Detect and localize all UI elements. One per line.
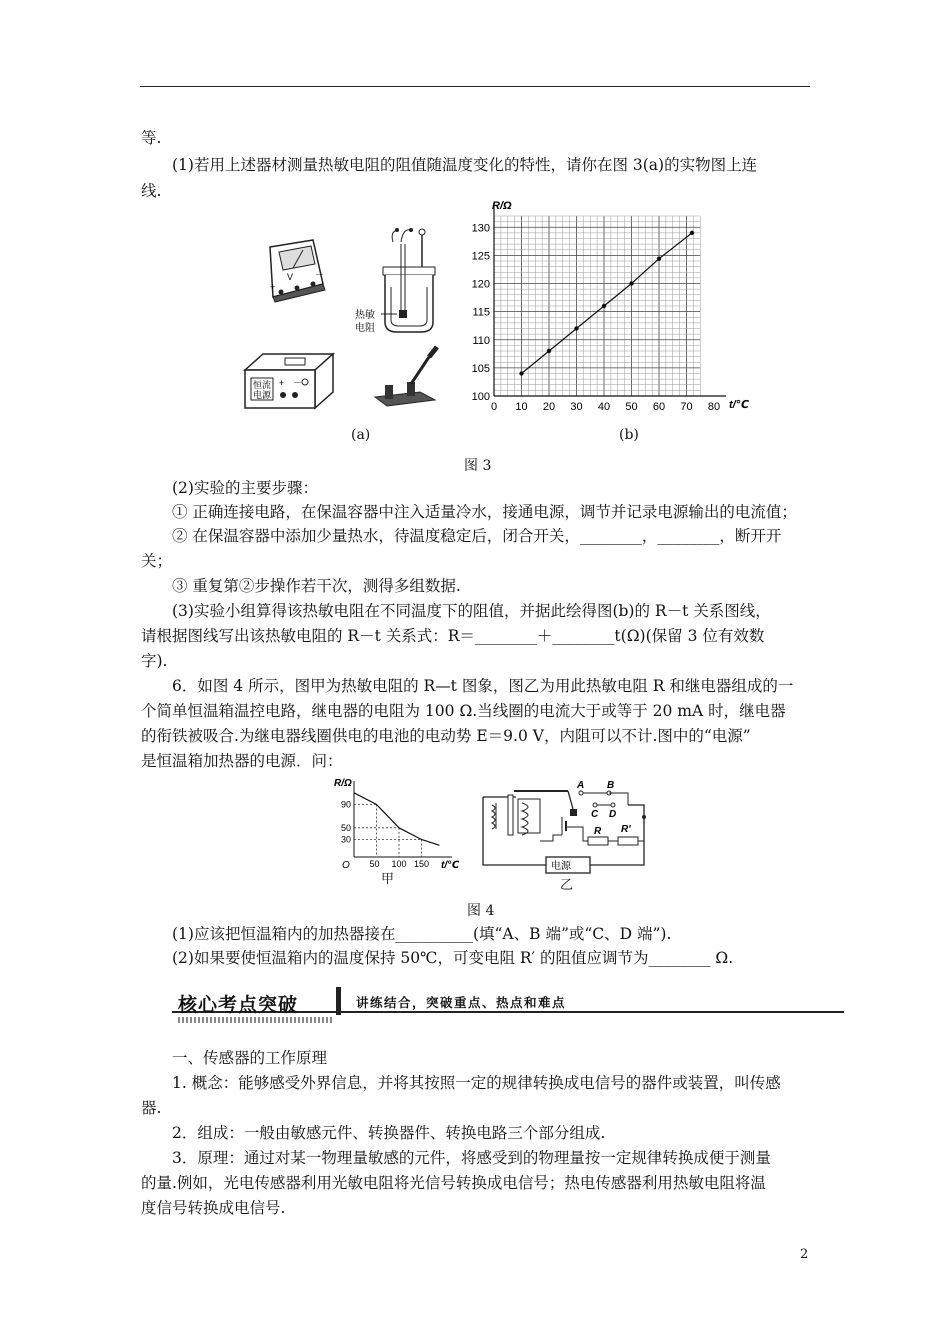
svg-text:A: A <box>577 780 585 791</box>
paragraph: (2)实验的主要步骤： <box>172 479 318 497</box>
paragraph: ② 在保温容器中添加少量热水，待温度稳定后，闭合开关，________，________，断开开 <box>172 527 782 545</box>
beaker-icon <box>355 228 435 334</box>
svg-text:D: D <box>609 809 617 820</box>
paragraph: (1)若用上述器材测量热敏电阻的阻值随温度变化的特性，请你在图 3(a)的实物图上连 <box>172 156 758 174</box>
figure4-jia-chart <box>330 775 465 885</box>
page-number: 2 <box>800 1247 809 1262</box>
x-tick-label: 150 <box>413 859 430 869</box>
svg-text:R′: R′ <box>621 824 631 835</box>
data-point <box>629 281 633 285</box>
paragraph: ③ 重复第②步操作若干次，测得多组数据. <box>172 577 461 595</box>
paragraph: 线. <box>141 182 162 200</box>
section-heading: 一、传感器的工作原理 <box>172 1049 328 1067</box>
svg-text:热敏: 热敏 <box>355 310 375 321</box>
x-tick-label: 80 <box>707 401 721 413</box>
origin-label: O <box>342 860 350 871</box>
x-axis-label: t/℃ <box>441 860 460 871</box>
paragraph: 是恒温箱加热器的电源．问： <box>141 752 343 770</box>
figure3a-apparatus <box>235 222 450 412</box>
paragraph: (2)如果要使恒温箱内的温度保持 50℃，可变电阻 R′ 的阻值应调节为________ Ω. <box>172 949 734 967</box>
data-point <box>690 231 694 235</box>
paragraph: 2．组成：一般由敏感元件、转换器件、转换电路三个部分组成. <box>172 1124 606 1142</box>
figure4-yi-label: 乙 <box>560 878 574 893</box>
figure3a-sublabel: (a) <box>351 427 371 443</box>
data-point <box>574 326 578 330</box>
svg-text:电源: 电源 <box>253 390 272 400</box>
paragraph: 的量.例如，光电传感器利用光敏电阻将光信号转换成电信号；热电传感器利用热敏电阻将温 <box>141 1174 766 1192</box>
y-tick-label: 105 <box>471 362 490 375</box>
figure4-yi-circuit <box>478 775 648 885</box>
section-banner <box>172 987 844 1027</box>
series-curve <box>354 793 440 846</box>
svg-text:恒流: 恒流 <box>253 380 272 390</box>
svg-text:－: － <box>293 378 303 388</box>
figure3b-sublabel: (b) <box>619 427 639 443</box>
banner-title: 核心考点突破 <box>178 994 299 1016</box>
paragraph: 3．原理：通过对某一物理量敏感的元件，将感受到的物理量按一定规律转换成便于测量 <box>172 1149 771 1167</box>
banner-divider <box>336 987 341 1015</box>
x-tick-label: 70 <box>680 401 693 413</box>
paragraph: 请根据图线写出该热敏电阻的 R－t 关系式：R＝________＋________t(Ω)(保留 3 位有效数 <box>141 627 765 645</box>
data-point <box>657 257 661 261</box>
y-tick-label: 120 <box>471 278 490 291</box>
x-tick-label: 10 <box>515 401 528 413</box>
y-axis-label: R/Ω <box>492 200 512 212</box>
x-tick-label: 40 <box>597 401 611 413</box>
svg-text:+: + <box>270 282 276 292</box>
data-point <box>519 371 523 375</box>
banner-shadow <box>178 1017 333 1023</box>
switch-icon <box>375 347 437 406</box>
paragraph: 个简单恒温箱温控电路，继电器的电阻为 100 Ω.当线圈的电流大于或等于 20 mA 时，继电器 <box>141 702 786 720</box>
x-tick-label: 50 <box>369 859 380 869</box>
data-point <box>602 304 606 308</box>
paragraph: 字). <box>141 652 168 670</box>
svg-text:电阻: 电阻 <box>355 323 375 334</box>
x-tick-label: 0 <box>490 401 498 413</box>
svg-text:+: + <box>279 378 285 388</box>
svg-text:R: R <box>594 826 602 837</box>
svg-text:－: － <box>315 270 325 280</box>
paragraph: (3)实验小组算得该热敏电阻在不同温度下的阻值，并据此绘得图(b)的 R－t 关系图线， <box>172 602 771 620</box>
x-axis-label: t/℃ <box>729 399 750 411</box>
paragraph: 1. 概念：能够感受外界信息，并将其按照一定的规律转换成电信号的器件或装置，叫传感 <box>172 1074 781 1092</box>
x-tick-label: 100 <box>391 859 407 869</box>
y-axis-label: R/Ω <box>334 778 352 789</box>
y-tick-label: 90 <box>340 799 351 810</box>
power-supply-icon <box>245 354 333 408</box>
figure4-caption: 图 4 <box>467 903 495 919</box>
y-tick-label: 130 <box>471 222 490 235</box>
paragraph: 关； <box>141 552 173 570</box>
paragraph: 等. <box>141 129 162 147</box>
svg-text:C: C <box>591 809 599 820</box>
paragraph: 的衔铁被吸合.为继电器线圈供电的电池的电动势 E＝9.0 V，内阻可以不计.图中的“电源” <box>141 727 751 745</box>
paragraph: 器. <box>141 1099 162 1117</box>
figure3-caption: 图 3 <box>464 458 492 474</box>
y-tick-label: 30 <box>340 834 351 845</box>
paragraph: 度信号转换成电信号. <box>141 1199 286 1217</box>
y-tick-label: 110 <box>472 334 490 347</box>
voltmeter-icon <box>270 240 325 302</box>
y-tick-label: 115 <box>472 306 490 319</box>
paragraph: 6．如图 4 所示，图甲为热敏电阻的 R—t 图象，图乙为用此热敏电阻 R 和继电器组成的一 <box>172 677 794 695</box>
figure4-jia-label: 甲 <box>381 872 395 887</box>
header-rule <box>140 86 810 87</box>
series-line <box>522 233 693 374</box>
svg-text:电源: 电源 <box>551 861 571 872</box>
paragraph: (1)应该把恒温箱内的加热器接在__________(填“A、B 端”或“C、D 端”). <box>172 925 672 943</box>
x-tick-label: 20 <box>542 401 556 413</box>
svg-text:V: V <box>287 272 294 282</box>
x-tick-label: 60 <box>652 401 666 413</box>
paragraph: ① 正确连接电路，在保温容器中注入适量冷水，接通电源，调节并记录电源输出的电流值； <box>172 503 797 521</box>
data-point <box>547 349 551 353</box>
banner-subtitle: 讲练结合，突破重点、热点和难点 <box>356 995 567 1010</box>
y-tick-label: 50 <box>340 822 351 833</box>
svg-text:B: B <box>607 780 615 791</box>
y-tick-label: 125 <box>471 250 490 263</box>
figure3b-chart <box>462 196 762 416</box>
y-tick-label: 100 <box>471 391 490 403</box>
x-tick-label: 30 <box>570 401 583 413</box>
x-tick-label: 50 <box>625 401 638 413</box>
